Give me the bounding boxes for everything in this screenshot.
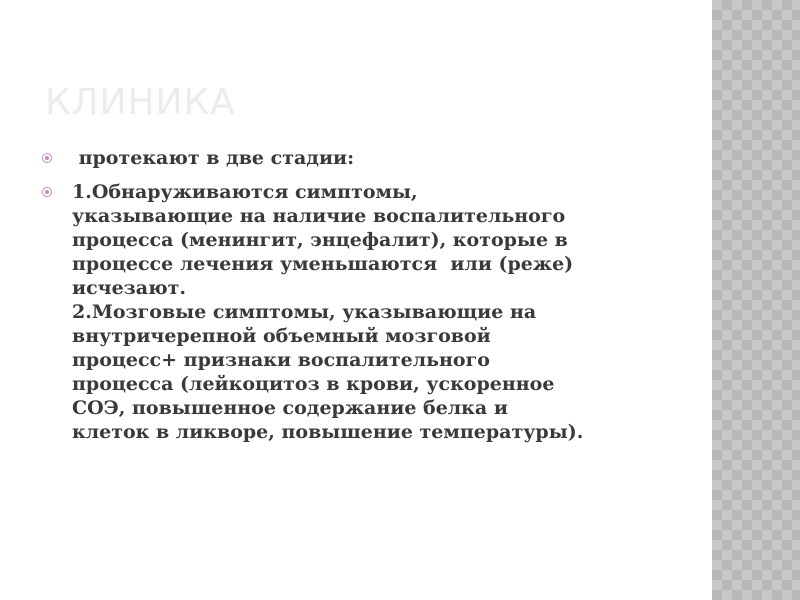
bullet-line: протекают в две стадии:: [72, 147, 355, 169]
circle-bullet-icon: [42, 153, 52, 163]
circle-bullet-icon: [42, 187, 52, 197]
bullet-line: исчезают.: [72, 277, 186, 299]
bullet-line: внутричерепной объемный мозговой: [72, 325, 491, 347]
bullet-line: указывающие на наличие воспалительного: [72, 205, 566, 227]
side-panel-pattern: [712, 0, 800, 600]
bullet-line: процесса (лейкоцитоз в крови, ускоренное: [72, 373, 555, 395]
bullet-item-2: [40, 180, 680, 444]
bullet-line: процесс+ признаки воспалительного: [72, 349, 490, 371]
bullet-line: 1.Обнаруживаются симптомы,: [72, 181, 418, 203]
bullet-line: процессе лечения уменьшаются или (реже): [72, 253, 574, 275]
bullet-line: процесса (менингит, энцефалит), которые в: [72, 229, 568, 251]
bullet-line: СОЭ, повышенное содержание белка и: [72, 397, 508, 419]
bullet-line: клеток в ликворе, повышение температуры).: [72, 421, 584, 443]
bullet-item-1: [40, 146, 680, 170]
bullet-line: 2.Мозговые симптомы, указывающие на: [72, 301, 537, 323]
slide-content: [40, 146, 680, 444]
slide-title: КЛИНИКА: [45, 82, 236, 123]
